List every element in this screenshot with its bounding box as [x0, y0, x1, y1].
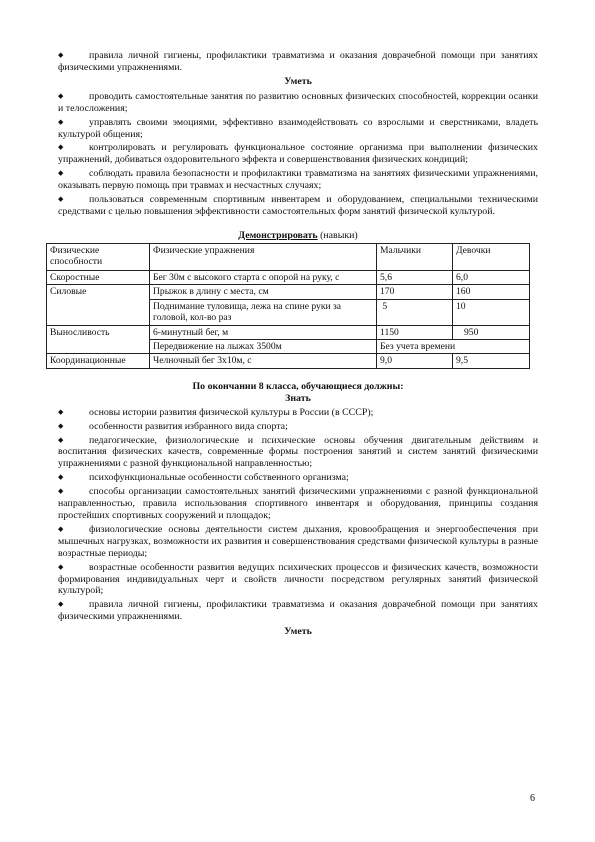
bullet-icon: ◆: [58, 169, 64, 178]
list-item: ◆ правила личной гигиены, профилактики травматизма и оказания доврачебной помощи при занятиях физическими упражнениями.: [58, 50, 538, 73]
bullet-icon: ◆: [58, 600, 64, 609]
table-cell: 6,0: [453, 270, 530, 284]
column-header: Физические упражнения: [150, 243, 377, 270]
table-cell: 5: [377, 299, 453, 325]
list-item: ◆ контролировать и регулировать функциональное состояние организма при выполнении физических упражнений, добиваться оздоровительного эффекта и совершенствования физических кондиций;: [58, 142, 538, 166]
table-row: [47, 339, 530, 353]
document-page: [50, 50, 538, 641]
table-cell: 160: [453, 285, 530, 299]
column-header: Мальчики: [377, 243, 453, 270]
table-cell: [47, 299, 150, 325]
table-row: [47, 354, 530, 368]
list-item: ◆ педагогические, физиологические и психические основы обучения двигательным действиям и воспитания физических качеств, современные формы построения занятий и систем занятий физическими упражнениями с разной функциональной направленностью;: [58, 434, 538, 470]
table-row: [47, 299, 530, 325]
page-number: 6: [530, 793, 535, 804]
column-header: Физические способности: [47, 243, 150, 270]
bullet-icon: ◆: [58, 91, 64, 100]
bullet-icon: ◆: [58, 195, 64, 204]
table-header-row: [47, 243, 530, 270]
table-cell: 170: [377, 285, 453, 299]
section-heading-znat: Знать: [285, 392, 311, 404]
section-heading-umet: Уметь: [284, 626, 312, 638]
column-header: Девочки: [453, 243, 530, 270]
table-cell: 6-минутный бег, м: [150, 325, 377, 339]
table-cell: 9,5: [453, 354, 530, 368]
standards-table: [46, 243, 530, 369]
bullet-icon: ◆: [58, 435, 64, 444]
table-cell: 10: [453, 299, 530, 325]
table-cell: [47, 339, 150, 353]
table-cell: Координационные: [47, 354, 150, 368]
list-item: ◆ особенности развития избранного вида спорта;: [58, 420, 288, 432]
table-cell: Челночный бег 3х10м, с: [150, 354, 377, 368]
table-cell: 1150: [377, 325, 453, 339]
table-cell: 950: [453, 325, 530, 339]
list-item: ◆ психофункциональные особенности собственного организма;: [58, 472, 349, 484]
table-cell: Передвижение на лыжах 3500м: [150, 339, 377, 353]
list-item: ◆ способы организации самостоятельных занятий физическими упражнениями с разной функциональной направленностью, правила использования спортивного инвентаря и оборудования, принципы создания простейших спортивных сооружений и площадок;: [58, 486, 538, 521]
bullet-icon: ◆: [58, 487, 64, 496]
list-item: ◆ физиологические основы деятельности систем дыхания, кровообращения и энергообеспечения при мышечных нагрузках, возможности их развития и совершенствования средствами физической культуры в разные возрастные периоды;: [58, 523, 538, 559]
bullet-icon: ◆: [58, 407, 64, 416]
bullet-icon: ◆: [58, 51, 64, 59]
bullet-icon: ◆: [58, 143, 64, 152]
table-cell: 5,6: [377, 270, 453, 284]
bullet-icon: ◆: [58, 117, 64, 126]
list-item: ◆ пользоваться современным спортивным инвентарем и оборудованием, специальными техническими средствами с целью повышения эффективности самостоятельных форм занятий физической культурой.: [58, 194, 538, 217]
table-cell: Поднимание туловища, лежа на спине руки за головой, кол-во раз: [150, 299, 377, 325]
section-heading: По окончании 8 класса, обучающиеся должны:: [192, 380, 404, 392]
table-cell: Выносливость: [47, 325, 150, 339]
table-cell: 9,0: [377, 354, 453, 368]
list-item: ◆ возрастные особенности развития ведущих психических процессов и физических качеств, возможности формирования индивидуальных черт и свойств личности посредством регулярных занятий физической культурой;: [58, 561, 538, 597]
bullet-icon: ◆: [58, 421, 64, 430]
bullet-icon: ◆: [58, 562, 64, 571]
list-item: ◆ управлять своими эмоциями, эффективно взаимодействовать со взрослыми и сверстниками, владеть культурой общения;: [58, 116, 538, 140]
bullet-icon: ◆: [58, 524, 64, 533]
table-title: Демонстрировать (навыки): [238, 229, 358, 241]
table-cell: Силовые: [47, 285, 150, 299]
table-cell: Бег 30м с высокого старта с опорой на руку, с: [150, 270, 377, 284]
bullet-icon: ◆: [58, 473, 64, 482]
table-cell: Прыжок в длину с места, см: [150, 285, 377, 299]
table-row: [47, 325, 530, 339]
table-row: [47, 270, 530, 284]
list-item: ◆ правила личной гигиены, профилактики травматизма и оказания доврачебной помощи при занятиях физическими упражнениями.: [58, 599, 538, 623]
list-item: ◆ проводить самостоятельные занятия по развитию основных физических способностей, коррекции осанки и телосложения;: [58, 90, 538, 114]
table-cell: Скоростные: [47, 270, 150, 284]
section-heading-umet: Уметь: [284, 75, 312, 87]
list-item: ◆ соблюдать правила безопасности и профилактики травматизма на занятиях физическими упражнениями, оказывать первую помощь при травмах и несчастных случаях;: [58, 168, 538, 192]
table-cell: Без учета времени: [377, 339, 530, 353]
list-item: ◆ основы истории развития физической культуры в России (в СССР);: [58, 406, 374, 418]
table-row: [47, 285, 530, 299]
